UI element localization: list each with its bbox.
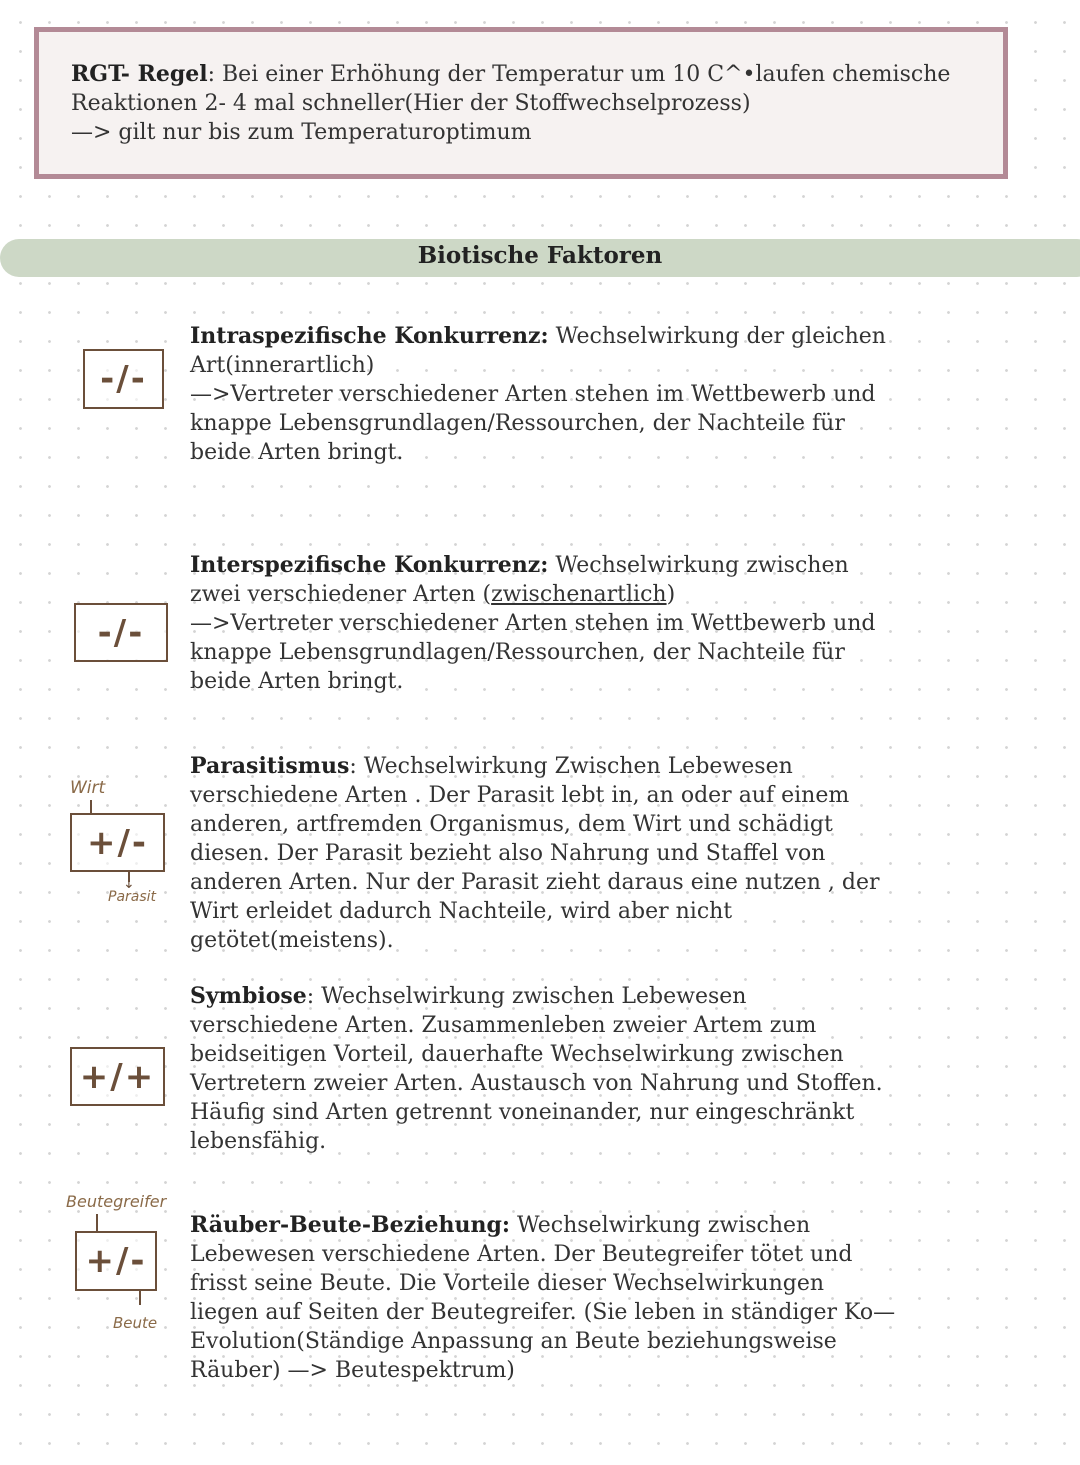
entry-interspecific-line-4: knappe Lebensgrundlagen/Ressourchen, der Nachteile für bbox=[190, 640, 845, 665]
entry-symbiosis-line-1 bbox=[190, 982, 940, 1011]
entry-parasitism-line-2: verschiedene Arten . Der Parasit lebt in, an oder auf einem bbox=[190, 783, 850, 808]
entry-parasitism-term: Parasitismus bbox=[190, 753, 350, 779]
entry-interspecific-term: Interspezifische Konkurrenz: bbox=[190, 552, 549, 578]
entry-intraspecific-term: Intraspezifische Konkurrenz: bbox=[190, 323, 549, 349]
rgt-line-2: Reaktionen 2- 4 mal schneller(Hier der Stoffwechselprozess) bbox=[71, 91, 751, 116]
entry-intraspecific-line-3: —>Vertreter verschiedener Arten stehen im Wettbewerb und bbox=[190, 382, 876, 407]
entry-intraspecific-line-2: Art(innerartlich) bbox=[190, 353, 375, 378]
entry-predator-prey-line-3: frisst seine Beute. Die Vorteile dieser Wechselwirkungen bbox=[190, 1271, 825, 1296]
entry-intraspecific bbox=[190, 322, 940, 467]
entry-symbiosis-line-6: lebensfähig. bbox=[190, 1129, 327, 1154]
entry-parasitism-line-7: getötet(meistens). bbox=[190, 928, 394, 953]
entry-predator-prey-line-1-rest: Wechselwirkung zwischen bbox=[509, 1213, 811, 1238]
label-wirt: Wirt bbox=[70, 778, 106, 798]
relation-symbol-predator-prey: +/- bbox=[75, 1231, 157, 1291]
entry-parasitism-line-5: anderen Arten. Nur der Parasit zieht daraus eine nutzen , der bbox=[190, 870, 880, 895]
rgt-rule-text bbox=[71, 60, 1001, 147]
entry-intraspecific-line-4: knappe Lebensgrundlagen/Ressourchen, der Nachteile für bbox=[190, 411, 845, 436]
rgt-rule-box bbox=[34, 27, 1008, 179]
section-title: Biotische Faktoren bbox=[417, 242, 663, 269]
entry-interspecific-line-1-rest: Wechselwirkung zwischen bbox=[548, 553, 849, 578]
entry-interspecific-line-3: —>Vertreter verschiedener Arten stehen im Wettbewerb und bbox=[190, 611, 876, 636]
relation-symbol-symbiosis: +/+ bbox=[70, 1047, 165, 1106]
entry-symbiosis-line-4: Vertretern zweier Arten. Austausch von Nahrung und Stoffen. bbox=[190, 1071, 883, 1096]
entry-interspecific-line-5: beide Arten bringt. bbox=[190, 669, 404, 694]
entry-parasitism-line-4: diesen. Der Parasit bezieht also Nahrung und Staffel von bbox=[190, 841, 826, 866]
rgt-line-3: —> gilt nur bis zum Temperaturoptimum bbox=[71, 120, 532, 145]
entry-intraspecific-line-1-rest: Wechselwirkung der gleichen bbox=[548, 324, 886, 349]
label-parasit: Parasit bbox=[108, 889, 157, 905]
tick-beutegreifer bbox=[96, 1214, 98, 1231]
rgt-term: RGT- Regel bbox=[71, 61, 208, 87]
entry-predator-prey bbox=[190, 1211, 940, 1385]
entry-intraspecific-line-5: beide Arten bringt. bbox=[190, 440, 404, 465]
entry-symbiosis bbox=[190, 982, 940, 1156]
entry-parasitism-line-3: anderen, artfremden Organismus, dem Wirt und schädigt bbox=[190, 812, 833, 837]
entry-interspecific-line-2 bbox=[190, 580, 940, 609]
entry-symbiosis-line-1-rest: : Wechselwirkung zwischen Lebewesen bbox=[306, 984, 747, 1009]
entry-interspecific-line-1 bbox=[190, 551, 940, 580]
relation-symbol-interspecific: -/- bbox=[74, 603, 168, 662]
entry-interspecific-line-2-a: zwei verschiedener Arten ( bbox=[190, 582, 492, 607]
arrow-down-icon: ↓ bbox=[123, 876, 135, 892]
entry-predator-prey-term: Räuber-Beute-Beziehung: bbox=[190, 1212, 510, 1238]
entry-symbiosis-term: Symbiose bbox=[190, 983, 307, 1009]
entry-interspecific-underlined: zwischenartlich bbox=[491, 582, 667, 607]
entry-symbiosis-line-5: Häufig sind Arten getrennt voneinander, nur eingeschränkt bbox=[190, 1100, 855, 1125]
entry-parasitism-line-1-rest: : Wechselwirkung Zwischen Lebewesen bbox=[349, 754, 793, 779]
tick-beute bbox=[139, 1291, 141, 1305]
rgt-line-1-rest: : Bei einer Erhöhung der Temperatur um 10 C^•laufen chemische bbox=[207, 62, 951, 87]
label-beutegreifer: Beutegreifer bbox=[66, 1192, 167, 1211]
entry-parasitism-line-1 bbox=[190, 752, 940, 781]
entry-predator-prey-line-5: Evolution(Ständige Anpassung an Beute beziehungsweise bbox=[190, 1329, 837, 1354]
entry-symbiosis-line-2: verschiedene Arten. Zusammenleben zweier Artem zum bbox=[190, 1013, 817, 1038]
entry-symbiosis-line-3: beidseitigen Vorteil, dauerhafte Wechselwirkung zwischen bbox=[190, 1042, 844, 1067]
entry-parasitism bbox=[190, 752, 940, 955]
relation-symbol-intraspecific: -/- bbox=[83, 349, 164, 409]
entry-interspecific bbox=[190, 551, 940, 696]
relation-symbol-parasitism: +/- bbox=[70, 813, 165, 872]
entry-predator-prey-line-1 bbox=[190, 1211, 940, 1240]
entry-parasitism-line-6: Wirt erleidet dadurch Nachteile, wird aber nicht bbox=[190, 899, 733, 924]
entry-interspecific-line-2-b: ) bbox=[666, 582, 676, 607]
entry-intraspecific-line-1 bbox=[190, 322, 940, 351]
rgt-line-1 bbox=[71, 60, 1001, 89]
tick-wirt bbox=[90, 800, 92, 814]
entry-predator-prey-line-2: Lebewesen verschiedene Arten. Der Beutegreifer tötet und bbox=[190, 1242, 853, 1267]
entry-predator-prey-line-6: Räuber) —> Beutespektrum) bbox=[190, 1358, 515, 1383]
entry-predator-prey-line-4: liegen auf Seiten der Beutegreifer. (Sie leben in ständiger Ko— bbox=[190, 1300, 896, 1325]
label-beute: Beute bbox=[113, 1314, 158, 1332]
